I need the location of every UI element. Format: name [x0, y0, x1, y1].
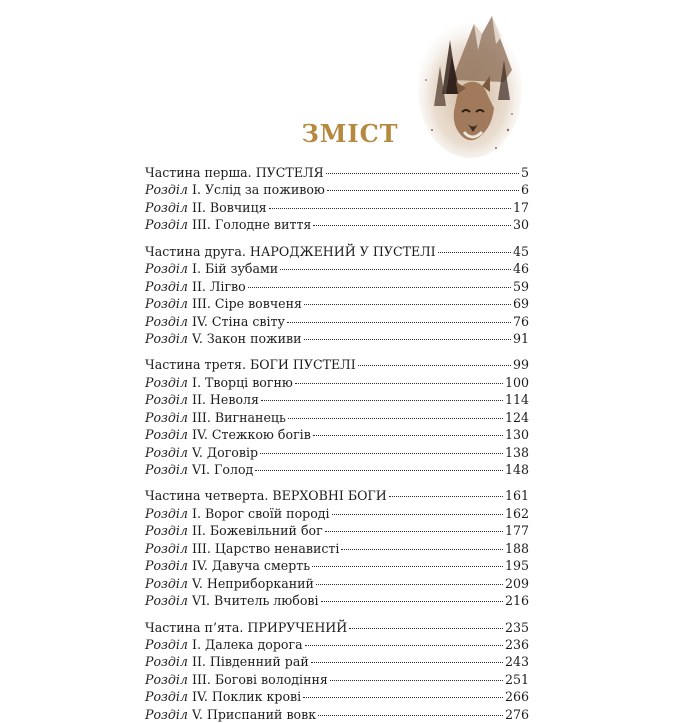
toc-part [145, 487, 529, 609]
toc-chapter-prefix: Розділ [145, 689, 188, 704]
toc-chapter-label [145, 706, 316, 723]
toc-chapter-title: II. Вовчиця [192, 200, 267, 215]
toc-chapter-entry[interactable] [145, 426, 529, 443]
toc-leader-dots [261, 400, 503, 401]
toc-chapter-entry[interactable] [145, 505, 529, 522]
toc-chapter-title: I. Далека дорога [192, 637, 303, 652]
toc-chapter-prefix: Розділ [145, 593, 188, 608]
toc-leader-dots [295, 383, 503, 384]
toc-chapter-label [145, 278, 246, 295]
toc-chapter-title: IV. Поклик крові [192, 689, 301, 704]
toc-chapter-prefix: Розділ [145, 200, 188, 215]
toc-chapter-prefix: Розділ [145, 558, 188, 573]
toc-leader-dots [313, 225, 511, 226]
toc-page-number: 251 [505, 671, 529, 688]
toc-chapter-title: III. Сіре вовченя [192, 296, 302, 311]
toc-page-number: 124 [505, 409, 529, 426]
toc-page-number: 188 [505, 540, 529, 557]
toc-leader-dots [288, 418, 503, 419]
toc-chapter-entry[interactable] [145, 522, 529, 539]
toc-part-label: Частина четверта. ВЕРХОВНІ БОГИ [145, 487, 387, 504]
toc-chapter-entry[interactable] [145, 295, 529, 312]
table-of-contents [145, 164, 529, 723]
toc-leader-dots [349, 628, 503, 629]
toc-chapter-prefix: Розділ [145, 707, 188, 722]
toc-leader-dots [327, 190, 519, 191]
toc-leader-dots [311, 662, 503, 663]
toc-part [145, 619, 529, 723]
toc-chapter-title: III. Царство ненависті [192, 541, 339, 556]
toc-part-heading[interactable] [145, 487, 529, 504]
toc-part-heading[interactable] [145, 243, 529, 260]
page-title: ЗМІСТ [0, 119, 700, 148]
toc-leader-dots [341, 549, 503, 550]
toc-leader-dots [438, 252, 511, 253]
toc-chapter-title: IV. Стіна світу [192, 314, 285, 329]
toc-page-number: 114 [505, 391, 529, 408]
toc-page-number: 148 [505, 461, 529, 478]
toc-leader-dots [303, 697, 503, 698]
toc-chapter-title: V. Договір [192, 445, 258, 460]
toc-leader-dots [255, 470, 503, 471]
toc-chapter-label [145, 461, 253, 478]
toc-chapter-label [145, 313, 285, 330]
toc-chapter-entry[interactable] [145, 391, 529, 408]
toc-chapter-entry[interactable] [145, 278, 529, 295]
toc-chapter-prefix: Розділ [145, 261, 188, 276]
toc-part-heading[interactable] [145, 619, 529, 636]
toc-chapter-label [145, 260, 278, 277]
toc-chapter-label [145, 540, 339, 557]
toc-chapter-label [145, 653, 309, 670]
toc-chapter-title: III. Голодне виття [192, 217, 311, 232]
toc-chapter-prefix: Розділ [145, 217, 188, 232]
toc-chapter-prefix: Розділ [145, 654, 188, 669]
toc-page-number: 209 [505, 575, 529, 592]
toc-leader-dots [304, 304, 511, 305]
toc-part [145, 356, 529, 478]
toc-page-number: 91 [513, 330, 529, 347]
toc-chapter-label [145, 330, 302, 347]
toc-chapter-entry[interactable] [145, 374, 529, 391]
toc-chapter-title: V. Закон поживи [192, 331, 302, 346]
toc-part-label: Частина друга. НАРОДЖЕНИЙ У ПУСТЕЛІ [145, 243, 436, 260]
toc-page-number: 162 [505, 505, 529, 522]
toc-chapter-entry[interactable] [145, 260, 529, 277]
toc-chapter-label [145, 216, 311, 233]
toc-chapter-title: III. Богові володіння [192, 672, 328, 687]
toc-page-number: 69 [513, 295, 529, 312]
toc-leader-dots [304, 339, 511, 340]
toc-page-number: 177 [505, 522, 529, 539]
toc-leader-dots [326, 173, 519, 174]
toc-chapter-label [145, 636, 303, 653]
toc-chapter-label [145, 671, 328, 688]
toc-page-number: 236 [505, 636, 529, 653]
toc-chapter-title: VI. Голод [192, 462, 253, 477]
toc-page-number: 130 [505, 426, 529, 443]
toc-chapter-entry[interactable] [145, 330, 529, 347]
toc-chapter-prefix: Розділ [145, 296, 188, 311]
toc-leader-dots [260, 453, 503, 454]
toc-page-number: 45 [513, 243, 529, 260]
toc-leader-dots [280, 269, 511, 270]
toc-leader-dots [358, 365, 511, 366]
toc-chapter-title: II. Лігво [192, 279, 246, 294]
toc-chapter-title: IV. Давуча смерть [192, 558, 310, 573]
toc-chapter-title: I. Ворог своїй породі [192, 506, 330, 521]
toc-chapter-label [145, 426, 311, 443]
toc-chapter-title: V. Неприборканий [192, 576, 314, 591]
toc-chapter-label [145, 444, 258, 461]
toc-part-heading[interactable] [145, 164, 529, 181]
toc-chapter-entry[interactable] [145, 181, 529, 198]
toc-page-number: 235 [505, 619, 529, 636]
toc-chapter-prefix: Розділ [145, 462, 188, 477]
toc-chapter-entry[interactable] [145, 444, 529, 461]
toc-part-label: Частина п’ята. ПРИРУЧЕНИЙ [145, 619, 347, 636]
toc-page-number: 46 [513, 260, 529, 277]
toc-page-number: 138 [505, 444, 529, 461]
toc-chapter-prefix: Розділ [145, 672, 188, 687]
toc-chapter-prefix: Розділ [145, 427, 188, 442]
toc-part-label: Частина перша. ПУСТЕЛЯ [145, 164, 324, 181]
toc-leader-dots [332, 514, 503, 515]
toc-chapter-entry[interactable] [145, 409, 529, 426]
toc-chapter-label [145, 557, 310, 574]
toc-chapter-title: I. Бій зубами [192, 261, 278, 276]
toc-chapter-label [145, 295, 302, 312]
toc-page-number: 76 [513, 313, 529, 330]
toc-page-number: 30 [513, 216, 529, 233]
toc-chapter-label [145, 374, 293, 391]
toc-chapter-label [145, 409, 286, 426]
toc-chapter-label [145, 505, 330, 522]
toc-chapter-label [145, 391, 259, 408]
toc-chapter-prefix: Розділ [145, 279, 188, 294]
toc-chapter-title: V. Приспаний вовк [192, 707, 316, 722]
toc-page-number: 5 [521, 164, 529, 181]
toc-chapter-label [145, 181, 325, 198]
toc-chapter-entry[interactable] [145, 199, 529, 216]
toc-chapter-prefix: Розділ [145, 182, 188, 197]
toc-chapter-entry[interactable] [145, 557, 529, 574]
toc-leader-dots [330, 680, 503, 681]
toc-chapter-prefix: Розділ [145, 314, 188, 329]
toc-chapter-entry[interactable] [145, 706, 529, 723]
toc-chapter-entry[interactable] [145, 540, 529, 557]
toc-chapter-entry[interactable] [145, 653, 529, 670]
toc-chapter-prefix: Розділ [145, 331, 188, 346]
toc-page-number: 216 [505, 592, 529, 609]
toc-chapter-entry[interactable] [145, 575, 529, 592]
toc-page-number: 266 [505, 688, 529, 705]
toc-page-number: 243 [505, 653, 529, 670]
toc-chapter-title: III. Вигнанець [192, 410, 286, 425]
toc-chapter-title: I. Услід за поживою [192, 182, 325, 197]
toc-leader-dots [305, 645, 503, 646]
toc-chapter-prefix: Розділ [145, 541, 188, 556]
toc-leader-dots [313, 435, 503, 436]
toc-page-number: 99 [513, 356, 529, 373]
toc-page-number: 17 [513, 199, 529, 216]
toc-leader-dots [287, 322, 511, 323]
toc-part [145, 243, 529, 348]
toc-leader-dots [316, 584, 503, 585]
toc-page-number: 59 [513, 278, 529, 295]
toc-page-number: 6 [521, 181, 529, 198]
toc-chapter-title: VI. Вчитель любові [192, 593, 319, 608]
toc-chapter-entry[interactable] [145, 313, 529, 330]
toc-leader-dots [325, 531, 503, 532]
toc-chapter-title: II. Південний рай [192, 654, 309, 669]
toc-chapter-entry[interactable] [145, 688, 529, 705]
toc-part-label: Частина третя. БОГИ ПУСТЕЛІ [145, 356, 356, 373]
toc-leader-dots [389, 496, 503, 497]
toc-chapter-title: II. Неволя [192, 392, 259, 407]
toc-chapter-prefix: Розділ [145, 375, 188, 390]
toc-part-heading[interactable] [145, 356, 529, 373]
toc-leader-dots [269, 208, 511, 209]
toc-chapter-prefix: Розділ [145, 445, 188, 460]
toc-chapter-label [145, 688, 301, 705]
toc-chapter-prefix: Розділ [145, 506, 188, 521]
toc-chapter-label [145, 592, 319, 609]
toc-chapter-prefix: Розділ [145, 392, 188, 407]
toc-leader-dots [321, 601, 503, 602]
toc-page-number: 195 [505, 557, 529, 574]
toc-chapter-title: IV. Стежкою богів [192, 427, 311, 442]
toc-chapter-title: II. Божевільний бог [192, 523, 323, 538]
toc-chapter-label [145, 199, 267, 216]
toc-chapter-prefix: Розділ [145, 637, 188, 652]
toc-page-number: 276 [505, 706, 529, 723]
toc-chapter-entry[interactable] [145, 461, 529, 478]
toc-chapter-prefix: Розділ [145, 576, 188, 591]
toc-chapter-label [145, 522, 323, 539]
toc-chapter-title: I. Творці вогню [192, 375, 293, 390]
toc-part [145, 164, 529, 234]
toc-chapter-prefix: Розділ [145, 523, 188, 538]
toc-leader-dots [318, 715, 503, 716]
toc-chapter-entry[interactable] [145, 592, 529, 609]
toc-chapter-prefix: Розділ [145, 410, 188, 425]
toc-chapter-label [145, 575, 314, 592]
toc-leader-dots [312, 566, 503, 567]
toc-chapter-entry[interactable] [145, 636, 529, 653]
toc-chapter-entry[interactable] [145, 216, 529, 233]
toc-chapter-entry[interactable] [145, 671, 529, 688]
toc-page-number: 161 [505, 487, 529, 504]
toc-leader-dots [248, 287, 511, 288]
toc-page-number: 100 [505, 374, 529, 391]
